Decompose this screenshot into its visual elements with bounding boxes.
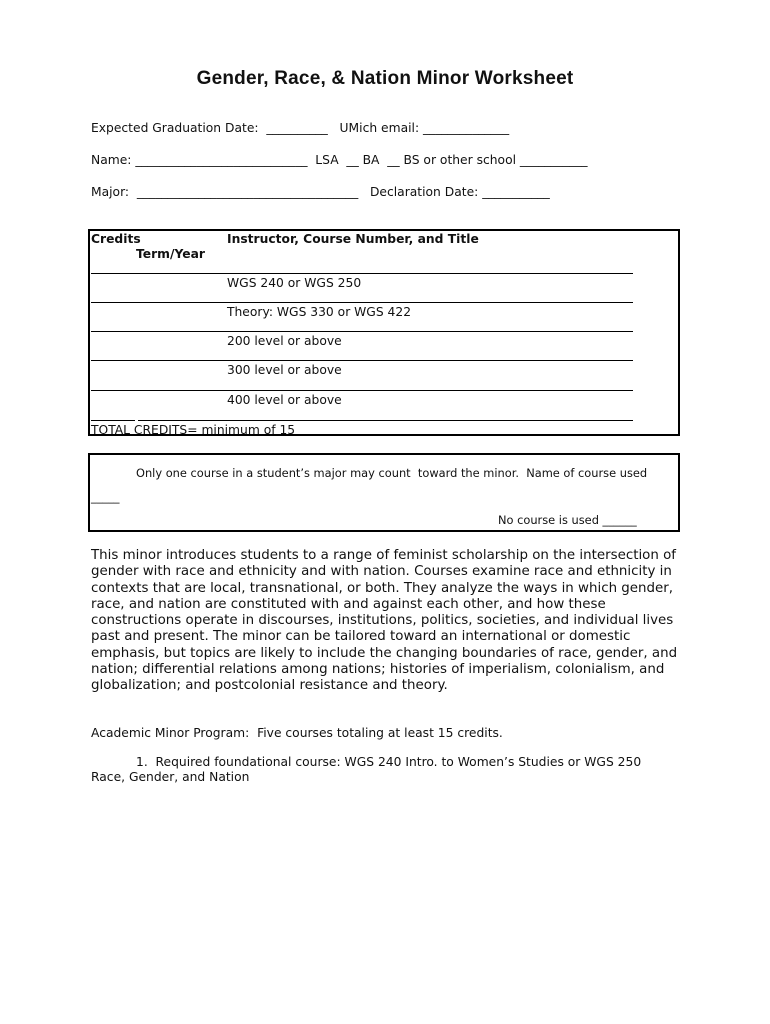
major-course-note: Only one course in a student’s major may count toward the minor. Name of course used xyxy=(136,466,648,480)
minor-description: This minor introduces students to a range of feminist scholarship on the intersection of gender with race and ethnicity and with nation. Courses examine race and ethnicity in contexts that are local, transnational, or both. They analyze the ways in which gender, race, and nation are constituted with and against each other, and how these constructions operate in discourses, institutions, politics, societies, and individual lives past and present. The minor can be tailored toward an international or domestic emphasis, but topics are likely to include the changing boundaries of race, gender, and nation; differential relations among nations; histories of imperialism, colonialism, and globalization; and postcolonial resistance and theory. xyxy=(91,548,678,694)
major-declaration-line[interactable]: Major: ____________________________________ Declaration Date: ___________ xyxy=(91,185,550,199)
page-title: Gender, Race, & Nation Minor Worksheet xyxy=(196,68,574,89)
term-year-header: Term/Year xyxy=(136,247,205,261)
table-row: 300 level or above xyxy=(227,363,342,377)
course-header: Instructor, Course Number, and Title xyxy=(227,232,479,246)
credits-header: Credits xyxy=(91,232,141,246)
table-row: Theory: WGS 330 or WGS 422 xyxy=(227,305,412,319)
table-row-rule[interactable] xyxy=(91,302,633,303)
total-credits: TOTAL CREDITS= minimum of 15 xyxy=(91,423,296,437)
table-row-rule[interactable] xyxy=(138,420,633,421)
name-school-line[interactable]: Name: ____________________________ LSA __ BA __ BS or other school ___________ xyxy=(91,153,588,167)
table-row-rule[interactable] xyxy=(91,273,633,274)
table-row: WGS 240 or WGS 250 xyxy=(227,276,362,290)
table-row-rule[interactable] xyxy=(91,331,633,332)
program-summary: Academic Minor Program: Five courses totaling at least 15 credits. xyxy=(91,726,503,740)
graduation-email-line[interactable]: Expected Graduation Date: __________ UMich email: ______________ xyxy=(91,121,510,135)
table-row-rule[interactable] xyxy=(91,390,633,391)
table-row: 400 level or above xyxy=(227,393,342,407)
table-row-rule[interactable] xyxy=(91,420,135,421)
requirement-1-cont: Race, Gender, and Nation xyxy=(91,770,250,784)
table-row-rule[interactable] xyxy=(91,360,633,361)
major-course-blank[interactable]: _____ xyxy=(91,490,120,504)
requirement-1: 1. Required foundational course: WGS 240 Intro. to Women’s Studies or WGS 250 xyxy=(136,755,642,769)
no-course-used[interactable]: No course is used ______ xyxy=(498,513,637,527)
table-row: 200 level or above xyxy=(227,334,342,348)
